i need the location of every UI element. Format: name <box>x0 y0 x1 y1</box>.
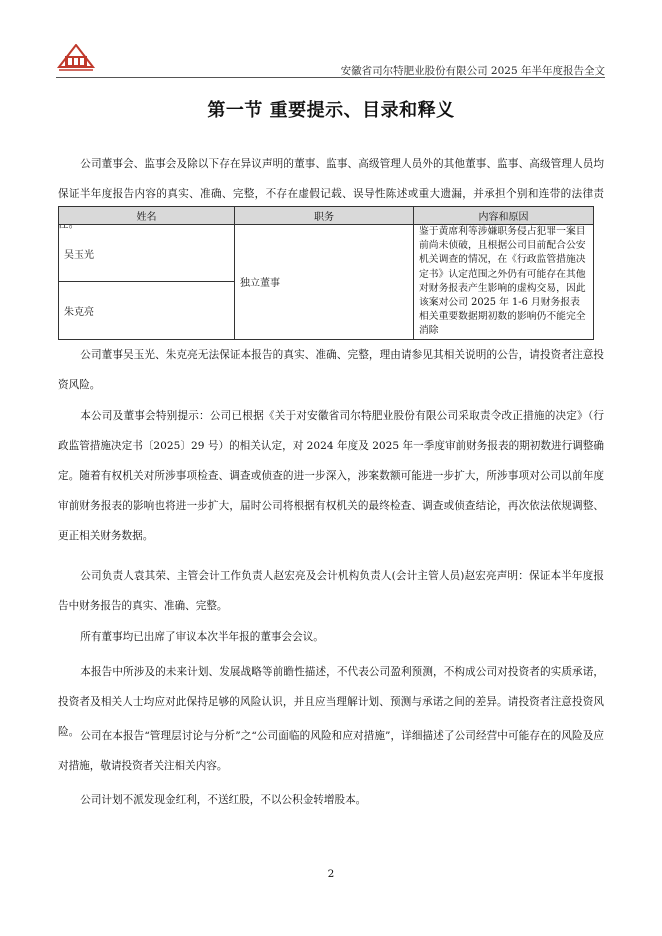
disclaimer-paragraph: 公司董事会、监事会及除以下存在异议声明的董事、监事、高级管理人员外的其他董事、监事、高级管理人员均保证半年度报告内容的真实、准确、完整，不存在虚假记载、误导性陈述或重大遗漏，并承担个别和连带的法律责 <box>58 158 604 200</box>
header-reason: 内容和原因 <box>414 207 594 225</box>
director-name: 朱克亮 <box>59 282 235 339</box>
running-header: 安徽省司尔特肥业股份有限公司 2025 年半年度报告全文 <box>340 65 605 77</box>
dividend-plan-paragraph: 公司计划不派发现金红利，不送红股，不以公积金转增股本。 <box>80 794 367 806</box>
responsibility-statement-paragraph: 公司负责人袁其荣、主管会计工作负责人赵宏亮及会计机构负责人(会计主管人员)赵宏亮声明：保证本半年度报告中财务报告的真实、准确、完整。 <box>58 570 604 612</box>
company-logo-icon <box>56 44 96 72</box>
page-number: 2 <box>327 868 335 880</box>
objection-reason: 鉴于黄席利等涉嫌职务侵占犯罪一案目前尚未侦破，且根据公司目前配合公安机关调查的情况，在《行政监管措施决定书》认定范围之外仍有可能存在其他对财务报表产生影响的虚构交易，因此该案对公司 2025 年 1-6 月财务报表相关重要数据期初数的影响仍不能完全消除 <box>414 225 594 340</box>
section-title: 第一节 重要提示、目录和释义 <box>207 100 455 121</box>
header-position: 职务 <box>235 207 414 225</box>
forward-looking-paragraph: 本报告中所涉及的未来计划、发展战略等前瞻性描述，不代表公司盈利预测，不构成公司对投资者的实质承诺，投资者及相关人士均应对此保持足够的风险认识，并且应当理解计划、预测与承诺之间的差异。请投资者注意投资风险。 <box>58 666 604 738</box>
director-name: 吴玉光 <box>59 225 235 282</box>
risk-reference-paragraph: 公司在本报告“管理层讨论与分析”之“公司面临的风险和应对措施”，详细描述了公司经营中可能存在的风险及应对措施，敬请投资者关注相关内容。 <box>58 730 604 772</box>
director-statement-paragraph: 公司董事吴玉光、朱克亮无法保证本报告的真实、准确、完整，理由请参见其相关说明的公告，请投资者注意投资风险。 <box>58 349 604 391</box>
attendance-paragraph: 所有董事均已出席了审议本次半年报的董事会会议。 <box>80 631 324 643</box>
header-divider <box>56 77 605 78</box>
director-position: 独立董事 <box>235 225 414 340</box>
header-name: 姓名 <box>59 207 235 225</box>
table-row <box>59 225 594 282</box>
objection-table <box>58 206 594 340</box>
table-header-row <box>59 207 594 225</box>
special-notice-paragraph: 本公司及董事会特别提示：公司已根据《关于对安徽省司尔特肥业股份有限公司采取责令改正措施的决定》（行政监管措施决定书〔2025〕29 号）的相关认定，对 2024 年度及 2025 年一季度审前财务报表的期初数进行调整确定。随着有权机关对所涉事项检查、调查或侦查的进一步深入，涉案数额可能进一步扩大，所涉事项对公司以前年度审前财务报表的影响也将进一步扩大，届时公司将根据有权机关的最终检查、调查或侦查结论，再次依法依规调整、更正相关财务数据。 <box>58 410 604 542</box>
